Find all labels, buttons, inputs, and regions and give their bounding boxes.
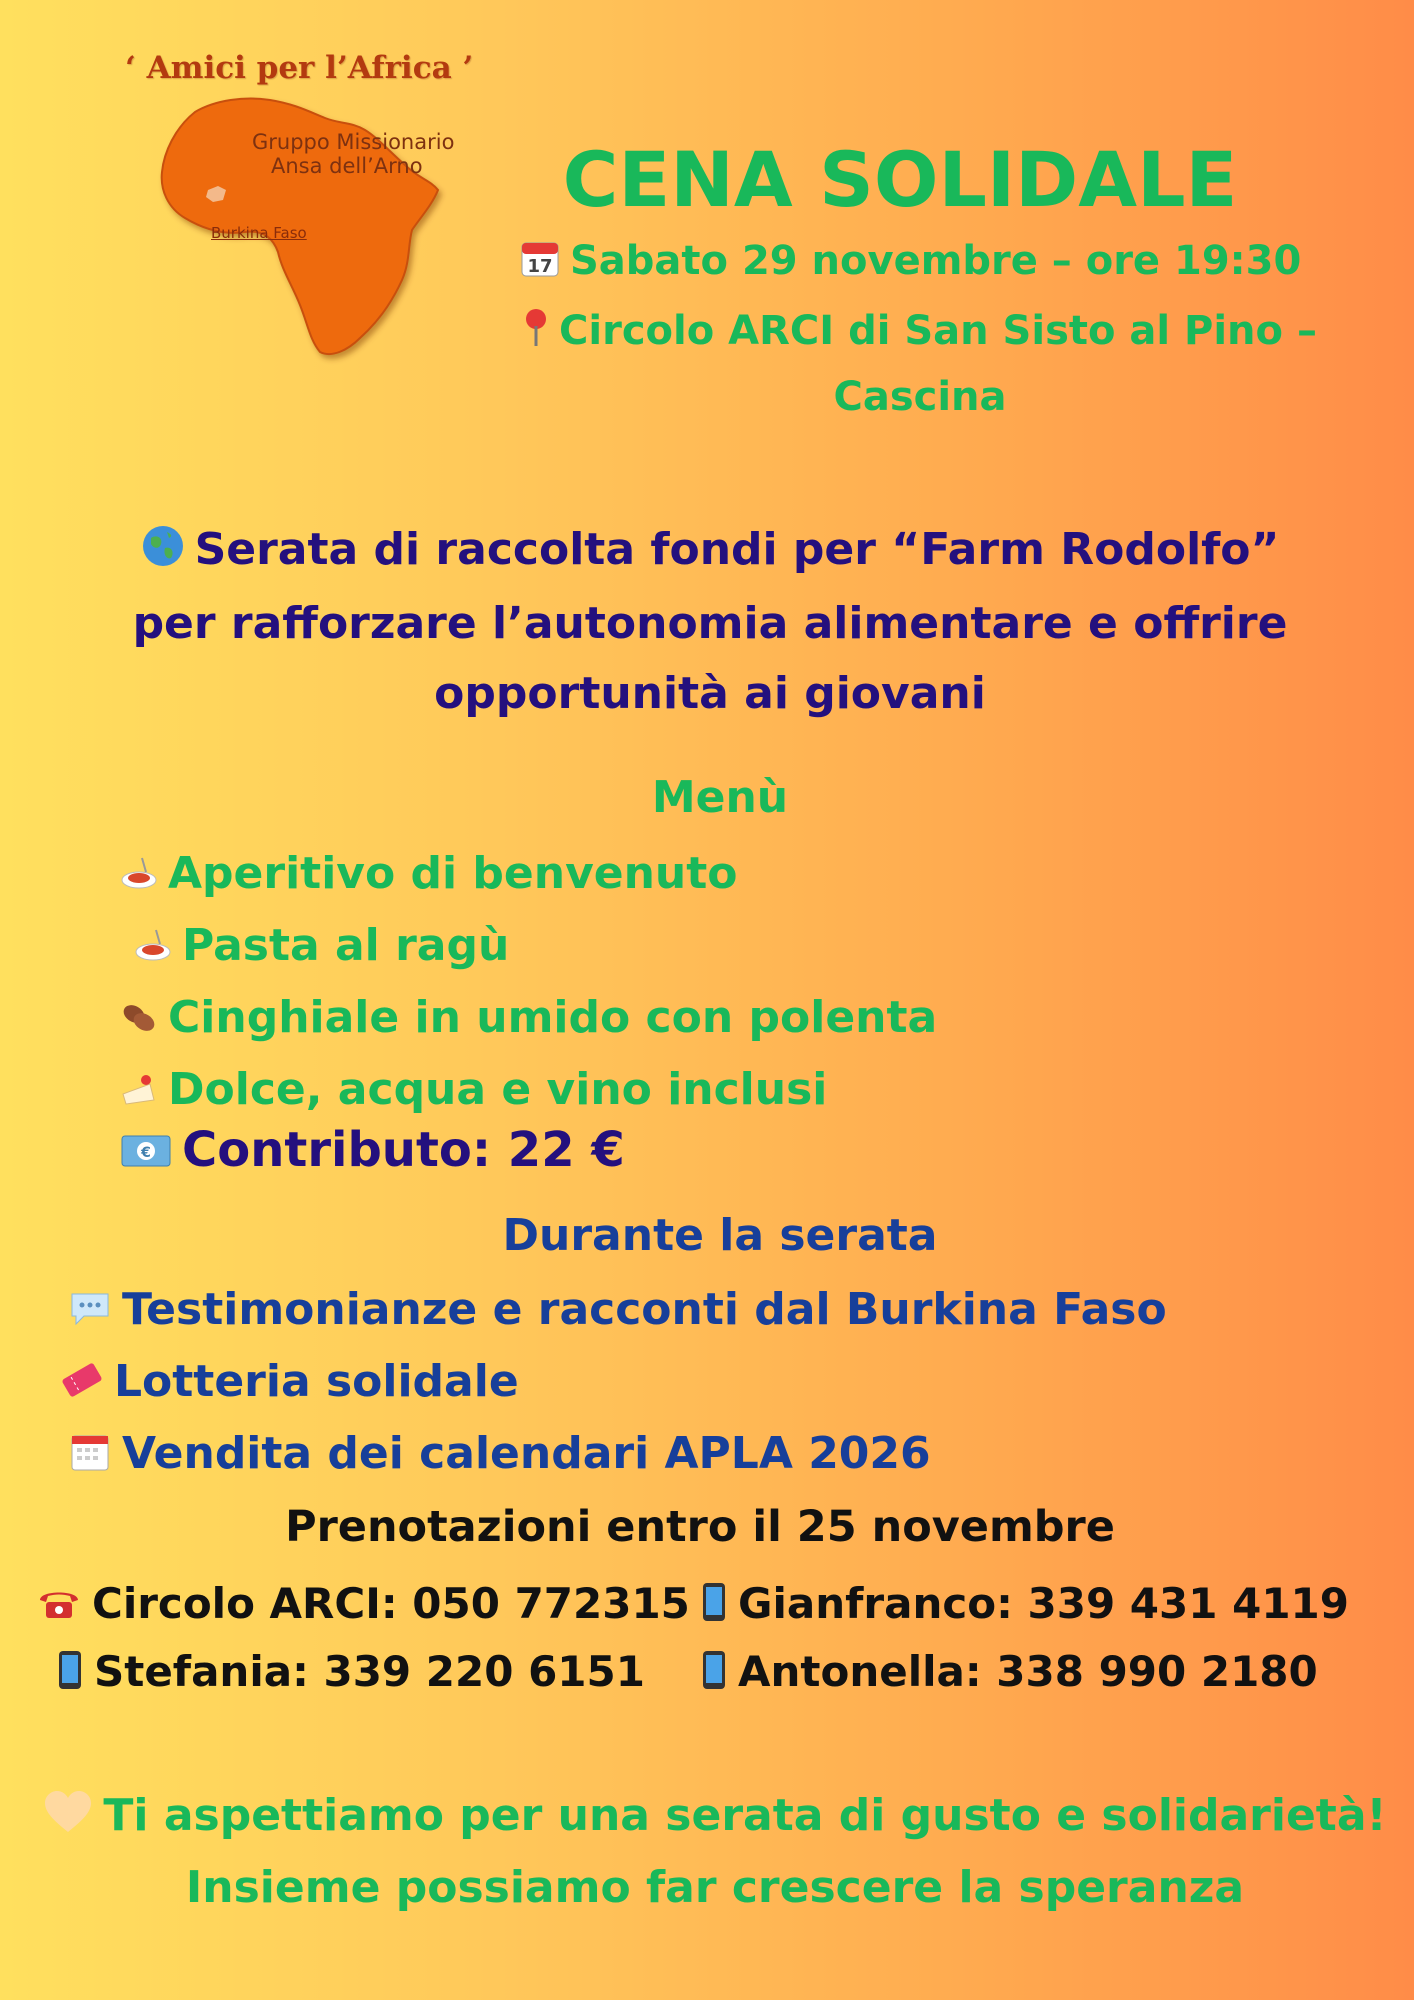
- during-title: Durante la serata: [502, 1210, 938, 1261]
- menu-title: Menù: [651, 772, 789, 823]
- event-date-text: Sabato 29 novembre – ore 19:30: [570, 238, 1302, 284]
- africa-map-logo: [120, 40, 480, 380]
- heart-icon: [43, 1786, 93, 1854]
- during-item: Testimonianze e racconti dal Burkina Faso: [60, 1276, 1167, 1348]
- contact-entry: Stefania: 339 220 6151: [56, 1638, 645, 1710]
- during-item: Lotteria solidale: [60, 1348, 1167, 1420]
- contacts: [36, 1570, 1396, 1710]
- speech-bubble-icon: [68, 1280, 112, 1348]
- purpose-line3: opportunità ai giovani: [434, 668, 986, 719]
- cake-icon: [120, 1060, 158, 1128]
- closing-line1: Ti aspettiamo per una serata di gusto e solidarietà!: [103, 1790, 1387, 1841]
- menu-item: Aperitivo di benvenuto: [120, 840, 937, 912]
- banknote-icon: [120, 1126, 172, 1182]
- event-place-line1: Circolo ARCI di San Sisto al Pino –: [559, 308, 1317, 354]
- menu-item: Dolce, acqua e vino inclusi: [120, 1056, 937, 1128]
- during-item: Vendita dei calendari APLA 2026: [60, 1420, 1167, 1492]
- purpose-paragraph: [80, 515, 1340, 729]
- contact-entry: Antonella: 338 990 2180: [700, 1638, 1318, 1710]
- logo-subtitle-line2: Ansa dell’Arno: [271, 154, 423, 178]
- spiral-calendar-icon: [68, 1424, 112, 1492]
- contact-entry: Circolo ARCI: 050 772315: [36, 1570, 690, 1642]
- spaghetti-icon: [120, 844, 158, 912]
- purpose-line2: per rafforzare l’autonomia alimentare e offrire: [132, 598, 1288, 649]
- globe-icon: [141, 519, 185, 589]
- purpose-line1: Serata di raccolta fondi per “Farm Rodolfo”: [194, 524, 1280, 575]
- event-place-line2: Cascina: [833, 374, 1007, 420]
- mobile-phone-icon: [700, 1574, 728, 1642]
- event-date-line: [520, 238, 1320, 288]
- contribution-text: Contributo: 22 €: [182, 1122, 625, 1178]
- meat-icon: [120, 988, 158, 1056]
- logo-country-label: Burkina Faso: [211, 224, 307, 242]
- mobile-phone-icon: [56, 1642, 84, 1710]
- during-list: [60, 1276, 1167, 1492]
- svg-text:€: €: [141, 1145, 151, 1161]
- pin-icon: [523, 304, 549, 366]
- menu-item: Pasta al ragù: [120, 912, 937, 984]
- booking-title: Prenotazioni entro il 25 novembre: [285, 1502, 1115, 1552]
- contact-entry: Gianfranco: 339 431 4119: [700, 1570, 1349, 1642]
- ticket-icon: [60, 1352, 104, 1420]
- mobile-phone-icon: [700, 1642, 728, 1710]
- menu-item: Cinghiale in umido con polenta: [120, 984, 937, 1056]
- closing-message: [30, 1782, 1400, 1922]
- event-place: [500, 300, 1340, 428]
- contribution: [120, 1122, 625, 1182]
- closing-line2: Insieme possiamo far crescere la speranza: [185, 1862, 1245, 1913]
- spaghetti-icon: [134, 916, 172, 984]
- menu-list: [120, 840, 937, 1128]
- svg-text:17: 17: [527, 256, 553, 277]
- calendar-icon: [520, 238, 560, 288]
- event-title: CENA SOLIDALE: [562, 135, 1238, 224]
- logo-title: ‘ Amici per l’Africa ’: [125, 50, 474, 86]
- logo-subtitle-line1: Gruppo Missionario: [252, 130, 455, 154]
- telephone-icon: [36, 1574, 82, 1642]
